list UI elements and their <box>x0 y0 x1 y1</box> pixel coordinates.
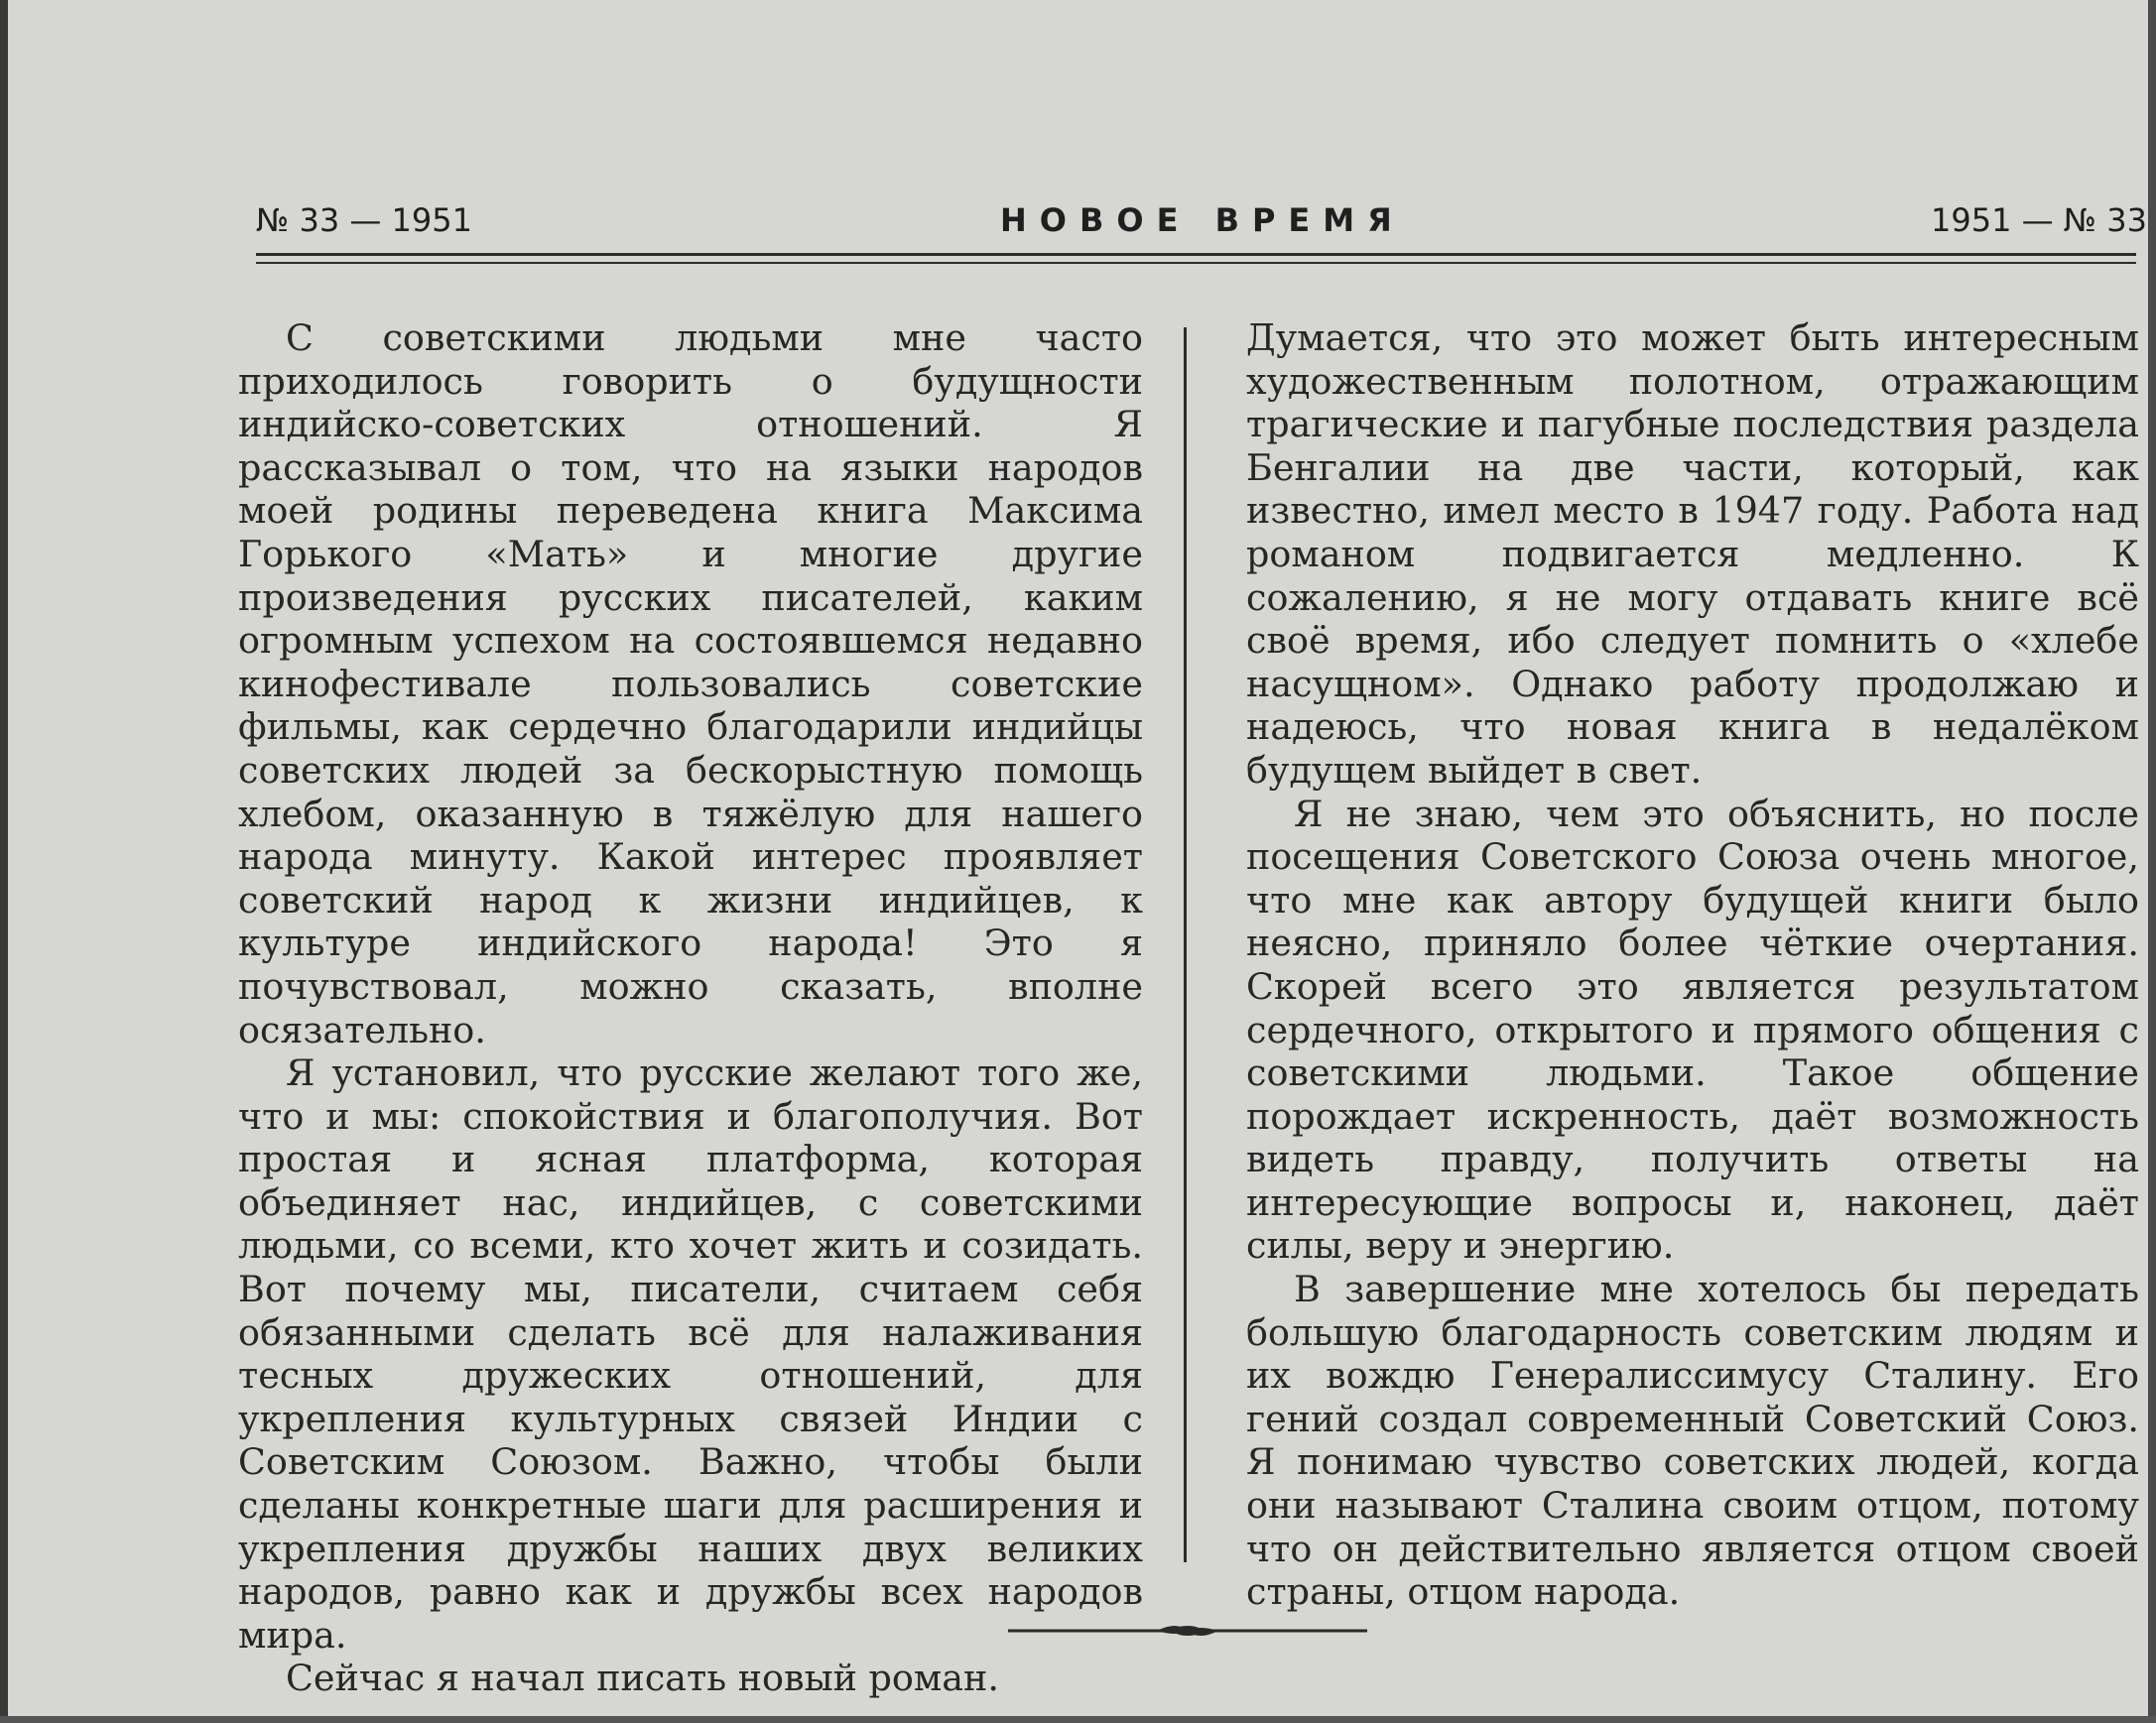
paragraph: С советскими людьми мне часто приходилось говорить о будущности индийско-советских отношений. Я рассказывал о том, что на языки народов моей родины переведена книга Максима Горького «Мать» и многие другие произведения русских писателей, каким огромным успехом на состоявшемся недавно кинофестивале пользовались советские фильмы, как сердечно благодарили индийцы советских людей за бескорыстную помощь хлебом, оказанную в тяжёлую для нашего народа минуту. Какой интерес проявляет советский народ к жизни индийцев, к культуре индийского народа! Это я почувствовал, можно сказать, вполне осязательно. <box>238 316 1143 1051</box>
newspaper-title: НОВОЕ ВРЕМЯ <box>1000 201 1405 239</box>
end-ornament-divider <box>1008 1621 1367 1641</box>
scan-left-edge <box>0 0 8 1723</box>
header-rule-bottom <box>256 262 2136 264</box>
header-rule-top <box>256 253 2136 256</box>
column-separator <box>1184 327 1187 1562</box>
paragraph: В завершение мне хотелось бы передать большую благодарность советским людям и их вождю Генералиссимусу Сталину. Его гений создал современный Советский Союз. Я понимаю чувство советских людей, когда они называют Сталина своим отцом, потому что он действительно является отцом своей страны, отцом народа. <box>1246 1268 2139 1614</box>
issue-number-right: 1951 — № 33 <box>1931 201 2147 239</box>
scan-bottom-edge <box>0 1716 2156 1723</box>
left-column <box>238 316 1143 1700</box>
issue-number-left: № 33 — 1951 <box>256 201 472 239</box>
scan-right-edge <box>2148 0 2156 1723</box>
right-column <box>1246 316 2139 1614</box>
paragraph: Я установил, что русские желают того же, что и мы: спокойствия и благополучия. Вот простая и ясная платформа, которая объединяет нас, индийцев, с советскими людьми, со всеми, кто хочет жить и созидать. Вот почему мы, писатели, считаем себя обязанными сделать всё для налаживания тесных дружеских отношений, для укрепления культурных связей Индии с Советским Союзом. Важно, чтобы были сделаны конкретные шаги для расширения и укрепления дружбы наших двух великих народов, равно как и дружбы всех народов мира. <box>238 1051 1143 1657</box>
paragraph: Думается, что это может быть интересным художественным полотном, отражающим трагические и пагубные последствия раздела Бенгалии на две части, который, как известно, имел место в 1947 году. Работа над романом подвигается медленно. К сожалению, я не могу отдавать книге всё своё время, ибо следует помнить о «хлебе насущном». Однако работу продолжаю и надеюсь, что новая книга в недалёком будущем выйдет в свет. <box>1246 316 2139 792</box>
paragraph: Сейчас я начал писать новый роман. <box>286 1657 999 1700</box>
paragraph: Я не знаю, чем это объяснить, но после посещения Советского Союза очень многое, что мне как автору будущей книги было неясно, приняло более чёткие очертания. Скорей всего это является результатом сердечного, открытого и прямого общения с советскими людьми. Такое общение порождает искренность, даёт возможность видеть правду, получить ответы на интересующие вопросы и, наконец, даёт силы, веру и энергию. <box>1246 792 2139 1268</box>
